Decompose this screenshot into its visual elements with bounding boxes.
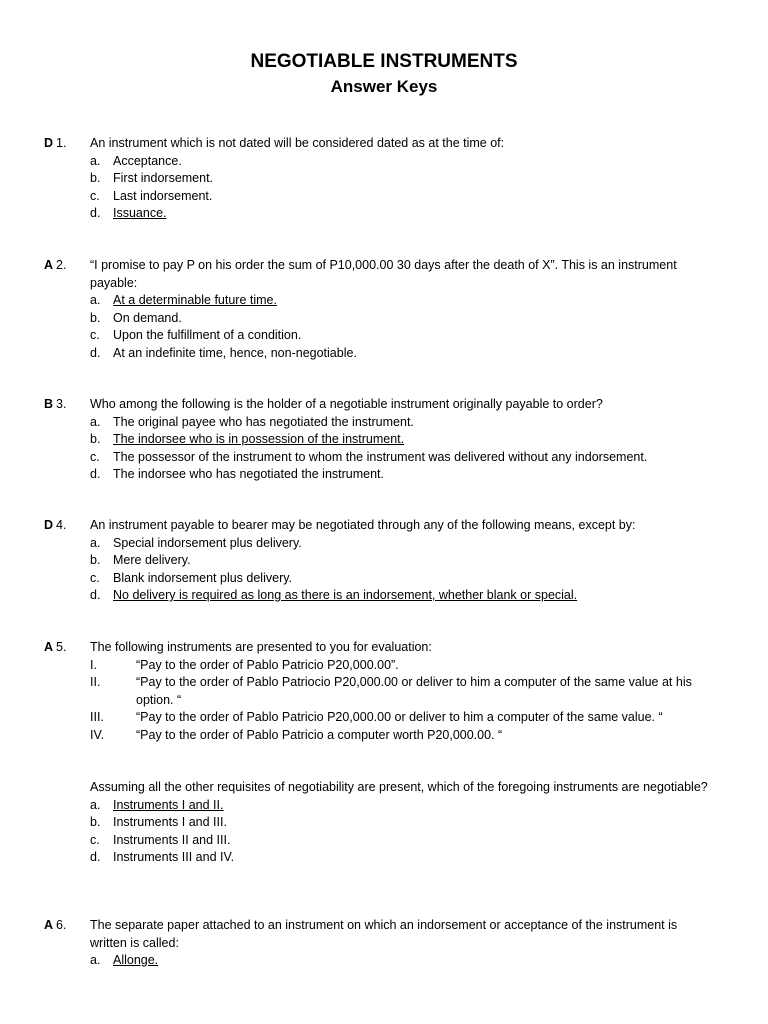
page-subtitle: Answer Keys xyxy=(330,77,438,96)
option-b: b. First indorsement. xyxy=(90,171,214,185)
question-4 xyxy=(0,517,768,605)
option-b: b. On demand. xyxy=(90,310,182,325)
option-c: c. Instruments II and III. xyxy=(90,832,231,847)
question-stem: The separate paper attached to an instrument on which an indorsement or acceptance of the instrument is written is called: xyxy=(90,918,678,950)
question-stem: “I promise to pay P on his order the sum of P10,000.00 30 days after the death of X”. This is an instrument payable: xyxy=(90,258,677,290)
option-a: a. Acceptance. xyxy=(90,153,182,168)
option-c: c. Blank indorsement plus delivery. xyxy=(90,570,293,585)
question-number: 2. xyxy=(56,258,67,272)
spacer xyxy=(90,744,715,762)
instrument-item-3: III. “Pay to the order of Pablo Patricio P20,000.00 or deliver to him a computer of the same value. “ xyxy=(90,710,663,724)
option-d: d. Instruments III and IV. xyxy=(90,850,235,864)
option-b-correct: b. The indorsee who is in possession of the instrument. xyxy=(90,432,405,446)
option-a-correct: a. Allonge. xyxy=(90,953,159,967)
answer-key: D xyxy=(44,136,54,150)
option-d-correct: d. No delivery is required as long as there is an indorsement, whether blank or special. xyxy=(90,588,578,602)
option-a-correct: a. At a determinable future time. xyxy=(90,293,277,307)
question-2 xyxy=(0,257,768,362)
option-d: d. At an indefinite time, hence, non-negotiable. xyxy=(90,345,357,360)
question-number: 6. xyxy=(56,918,67,932)
spacer xyxy=(90,762,715,780)
question-number: 1. xyxy=(56,136,67,150)
option-a: a. Special indorsement plus delivery. xyxy=(90,535,302,550)
answer-key: B xyxy=(44,397,54,411)
answer-key: A xyxy=(44,258,54,272)
question-stem: An instrument payable to bearer may be negotiated through any of the following means, except by: xyxy=(90,518,636,532)
answer-key: A xyxy=(44,640,54,654)
instrument-item-4: IV. “Pay to the order of Pablo Patricio a computer worth P20,000.00. “ xyxy=(90,727,503,742)
option-c: c. Upon the fulfillment of a condition. xyxy=(90,328,302,342)
option-c: c. The possessor of the instrument to whom the instrument was delivered without any indorsement. xyxy=(90,449,648,464)
question-3 xyxy=(0,396,768,484)
question-6 xyxy=(0,917,768,970)
option-b: b. Mere delivery. xyxy=(90,553,191,567)
question-stem: The following instruments are presented to you for evaluation: xyxy=(90,640,432,654)
question-stem-2: Assuming all the other requisites of negotiability are present, which of the foregoing instruments are negotiable? xyxy=(90,780,708,794)
answer-key: A xyxy=(44,918,54,932)
question-5 xyxy=(0,639,768,867)
question-number: 4. xyxy=(56,518,67,532)
question-number: 3. xyxy=(56,397,67,411)
option-b: b. Instruments I and III. xyxy=(90,815,227,829)
instrument-item-1: I. “Pay to the order of Pablo Patricio P20,000.00”. xyxy=(90,657,399,672)
option-c: c. Last indorsement. xyxy=(90,188,213,203)
option-a-correct: a. Instruments I and II. xyxy=(90,797,224,812)
option-d-correct: d. Issuance. xyxy=(90,206,167,220)
question-stem: Who among the following is the holder of a negotiable instrument originally payable to order? xyxy=(90,397,603,411)
question-1 xyxy=(0,135,768,223)
page-title: NEGOTIABLE INSTRUMENTS xyxy=(250,51,518,72)
question-stem: An instrument which is not dated will be considered dated as at the time of: xyxy=(90,136,505,150)
answer-key: D xyxy=(44,518,54,532)
question-number: 5. xyxy=(56,640,67,654)
instrument-item-2: II. “Pay to the order of Pablo Patriocio P20,000.00 or deliver to him a computer of the same value at his option. “ xyxy=(90,675,692,707)
option-a: a. The original payee who has negotiated the instrument. xyxy=(90,414,414,429)
option-d: d. The indorsee who has negotiated the instrument. xyxy=(90,467,385,481)
